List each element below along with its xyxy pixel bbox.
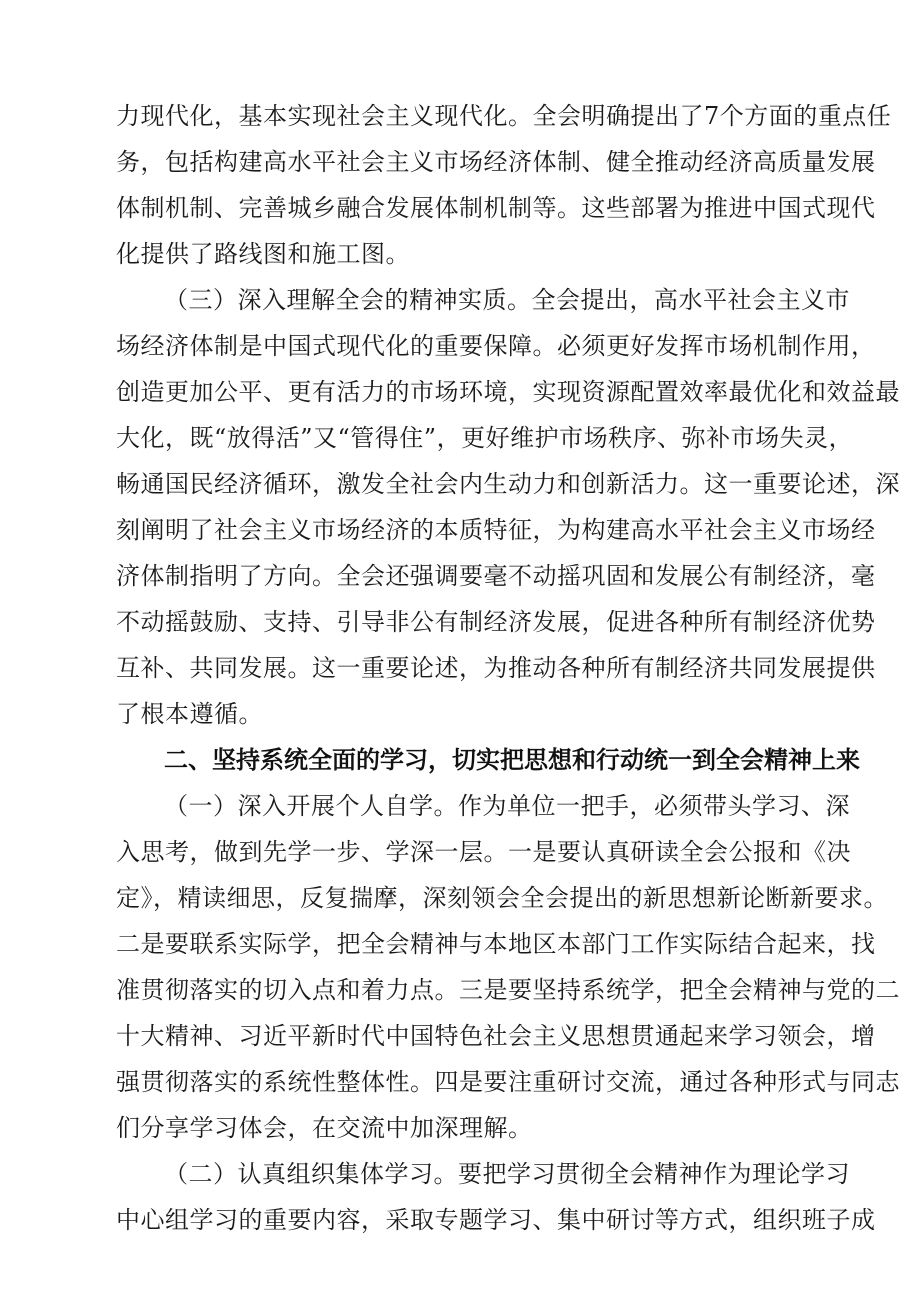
text-line: 场经济体制是中国式现代化的重要保障。必须更好发挥市场机制作用，	[116, 332, 876, 360]
text-line: 济体制指明了方向。全会还强调要毫不动摇巩固和发展公有制经济，毫	[116, 562, 876, 590]
text-line: 不动摇鼓励、支持、引导非公有制经济发展，促进各种所有制经济优势	[116, 608, 876, 636]
section-heading: 二、坚持系统全面的学习，切实把思想和行动统一到全会精神上来	[164, 746, 860, 774]
text-line: 创造更加公平、更有活力的市场环境，实现资源配置效率最优化和效益最	[116, 378, 900, 406]
paragraph-first-line: （三）深入理解全会的精神实质。全会提出，高水平社会主义市	[164, 286, 850, 314]
text-line: 二是要联系实际学，把全会精神与本地区本部门工作实际结合起来，找	[116, 930, 876, 958]
text-line: 互补、共同发展。这一重要论述，为推动各种所有制经济共同发展提供	[116, 654, 876, 682]
text-line: 中心组学习的重要内容，采取专题学习、集中研讨等方式，组织班子成	[116, 1206, 876, 1234]
text-line: 大化，既“放得活”又“管得住”，更好维护市场秩序、弥补市场失灵，	[116, 424, 854, 452]
text-line: 体制机制、完善城乡融合发展体制机制等。这些部署为推进中国式现代	[116, 194, 876, 222]
paragraph-first-line: （一）深入开展个人自学。作为单位一把手，必须带头学习、深	[164, 792, 850, 820]
text-line: 刻阐明了社会主义市场经济的本质特征，为构建高水平社会主义市场经	[116, 516, 876, 544]
text-line: 们分享学习体会，在交流中加深理解。	[116, 1114, 533, 1142]
text-line: 务，包括构建高水平社会主义市场经济体制、健全推动经济高质量发展	[116, 148, 876, 176]
text-line: 了根本遵循。	[116, 700, 263, 728]
text-line: 畅通国民经济循环，激发全社会内生动力和创新活力。这一重要论述，深	[116, 470, 900, 498]
paragraph-first-line: （二）认真组织集体学习。要把学习贯彻全会精神作为理论学习	[164, 1160, 850, 1188]
text-line: 入思考，做到先学一步、学深一层。一是要认真研读全会公报和《决	[116, 838, 851, 866]
text-line: 力现代化，基本实现社会主义现代化。全会明确提出了7个方面的重点任	[116, 102, 892, 130]
text-line: 强贯彻落实的系统性整体性。四是要注重研讨交流，通过各种形式与同志	[116, 1068, 900, 1096]
text-line: 十大精神、习近平新时代中国特色社会主义思想贯通起来学习领会，增	[116, 1022, 876, 1050]
text-line: 定》，精读细思，反复揣摩，深刻领会全会提出的新思想新论断新要求。	[116, 884, 888, 912]
text-line: 化提供了路线图和施工图。	[116, 240, 410, 268]
text-line: 准贯彻落实的切入点和着力点。三是要坚持系统学，把全会精神与党的二	[116, 976, 900, 1004]
